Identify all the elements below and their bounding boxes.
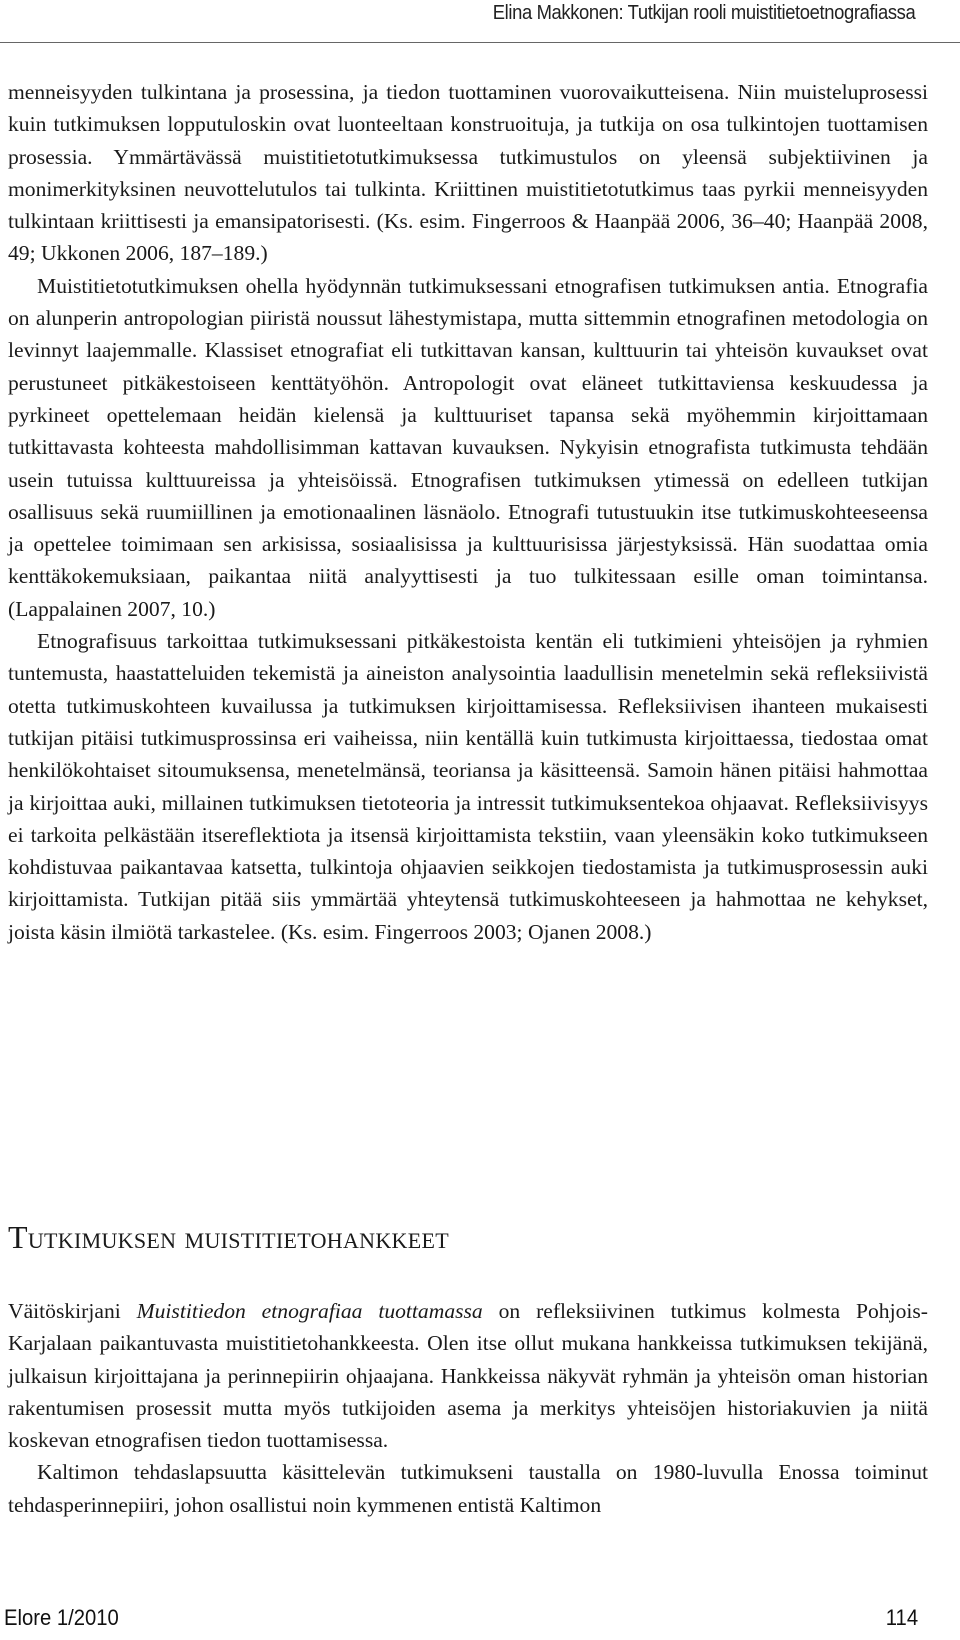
paragraph-4-lead: Väitöskirjani	[8, 1299, 137, 1323]
dissertation-title: Muistitiedon etnografiaa tuottamassa	[136, 1299, 483, 1323]
paragraph-3: Etnografisuus tarkoittaa tutkimuksessani pitkäkestoista kentän eli tutkimieni yhteisöjen ja ryhmien tuntemusta, haastatteluiden tekemistä ja aineiston analysointia laadullisin menetelmin sekä refleksiivistä otetta tutkimuskohteen kuvailussa ja tutkimuksen kirjoittamisessa. Refleksiivisen ihanteen mukaisesti tutkijan pitäisi tutkimusprossinsa eri vaiheissa, niin kentällä kuin tutkimusta kirjoittaessa, tiedostaa omat henkilökohtaiset sitoumuksensa, menetelmänsä, teoriansa ja käsitteensä. Samoin hänen pitäisi hahmottaa ja kirjoittaa auki, millainen tutkimuksen tietoteoria ja intressit tutkimuksentekoa ohjaavat. Refleksiivisyys ei tarkoita pelkästään itsereflektiota ja itsensä kirjoittamista tekstiin, vaan yleensäkin koko tutkimukseen kohdistuvaa paikantavaa katsetta, tulkintoja ohjaavien seikkojen tiedostamista ja tutkimusprosessin auki kirjoittamista. Tutkijan pitää siis ymmärtää yhteytensä tutkimuskohteeseen ja hahmottaa ne kehykset, joista käsin ilmiötä tarkastelee. (Ks. esim. Fingerroos 2003; Ojanen 2008.)	[8, 629, 928, 944]
paragraph-4	[8, 1295, 928, 1456]
page-number: 114	[885, 1605, 918, 1630]
paragraph-5: Kaltimon tehdaslapsuutta käsittelevän tutkimukseni taustalla on 1980-luvulla Enossa toiminut tehdasperinnepiiri, johon osallistui noin kymmenen entistä Kaltimon	[8, 1460, 928, 1517]
paragraph-1: menneisyyden tulkintana ja prosessina, ja tiedon tuottaminen vuorovaikutteisena. Niin muisteluprosessi kuin tutkimuksen lopputuloskin ovat luonteeltaan konstruoituja, ja tutkija on osa tulkintojen tuottamisen prosessia. Ymmärtävässä muistitietotutkimuksessa tutkimustulos on yleensä subjektiivinen ja monimerkityksinen neuvottelutulos tai tulkinta. Kriittinen muistitietotutkimus taas pyrkii menneisyyden tulkintaan kriittisesti ja emansipatorisesti. (Ks. esim. Fingerroos & Haanpää 2006, 36–40; Haanpää 2008, 49; Ukkonen 2006, 187–189.)	[8, 80, 928, 266]
paragraph-4-rest: on refleksiivinen tutkimus kolmesta Pohjois-Karjalaan paikantuvasta muistitietohankkeesta. Olen itse ollut mukana hankkeissa tutkimuksen tekijänä, julkaisun kirjoittajana ja perinnepiirin ohjaajana. Hankkeissa näkyvät ryhmän ja yhteisön oman historian rakentumisen prosessit mutta myös tutkijoiden asema ja merkitys yhteisöjen historiakuvien ja niitä koskevan etnografisen tiedon tuottamisessa.	[8, 1299, 928, 1453]
main-text-section-2	[8, 1295, 928, 1521]
main-text-section-1	[8, 76, 928, 948]
journal-issue: Elore 1/2010	[4, 1605, 119, 1630]
section-heading: Tutkimuksen muistitietohankkeet	[8, 1219, 449, 1255]
paragraph-2: Muistitietotutkimuksen ohella hyödynnän tutkimuksessani etnografisen tutkimuksen antia. Etnografia on alunperin antropologian piiristä noussut lähestymistapa, mutta sittemmin etnografinen metodologia on levinnyt laajemmalle. Klassiset etnografiat eli tutkittavan kansan, kulttuurin tai yhteisön kuvaukset ovat perustuneet pitkäkestoiseen kenttätyöhön. Antropologit ovat eläneet tutkittaviensa keskuudessa ja pyrkineet opettelemaan heidän kielensä ja kulttuuriset tapansa sekä myöhemmin kirjoittamaan tutkittavasta kohteesta mahdollisimman kattavan kuvauksen. Nykyisin etnografista tutkimusta tehdään usein tutuissa kulttuureissa ja yhteisöissä. Etnografisen tutkimuksen ytimessä on edelleen tutkijan osallisuus sekä ruumiillinen ja emotionaalinen läsnäolo. Etnografi tutustuukin itse tutkimuskohteeseensa ja opettelee toimimaan sen arkisissa, sosiaalisissa ja kulttuurisissa järjestyksissä. Hän suodattaa omia kenttäkokemuksiaan, paikantaa niitä analyyttisesti ja tuo tulkitessaan esille oman toimintansa. (Lappalainen 2007, 10.)	[8, 273, 928, 621]
header-divider	[0, 42, 960, 43]
running-header: Elina Makkonen: Tutkijan rooli muistitietoetnografiassa	[492, 2, 915, 24]
